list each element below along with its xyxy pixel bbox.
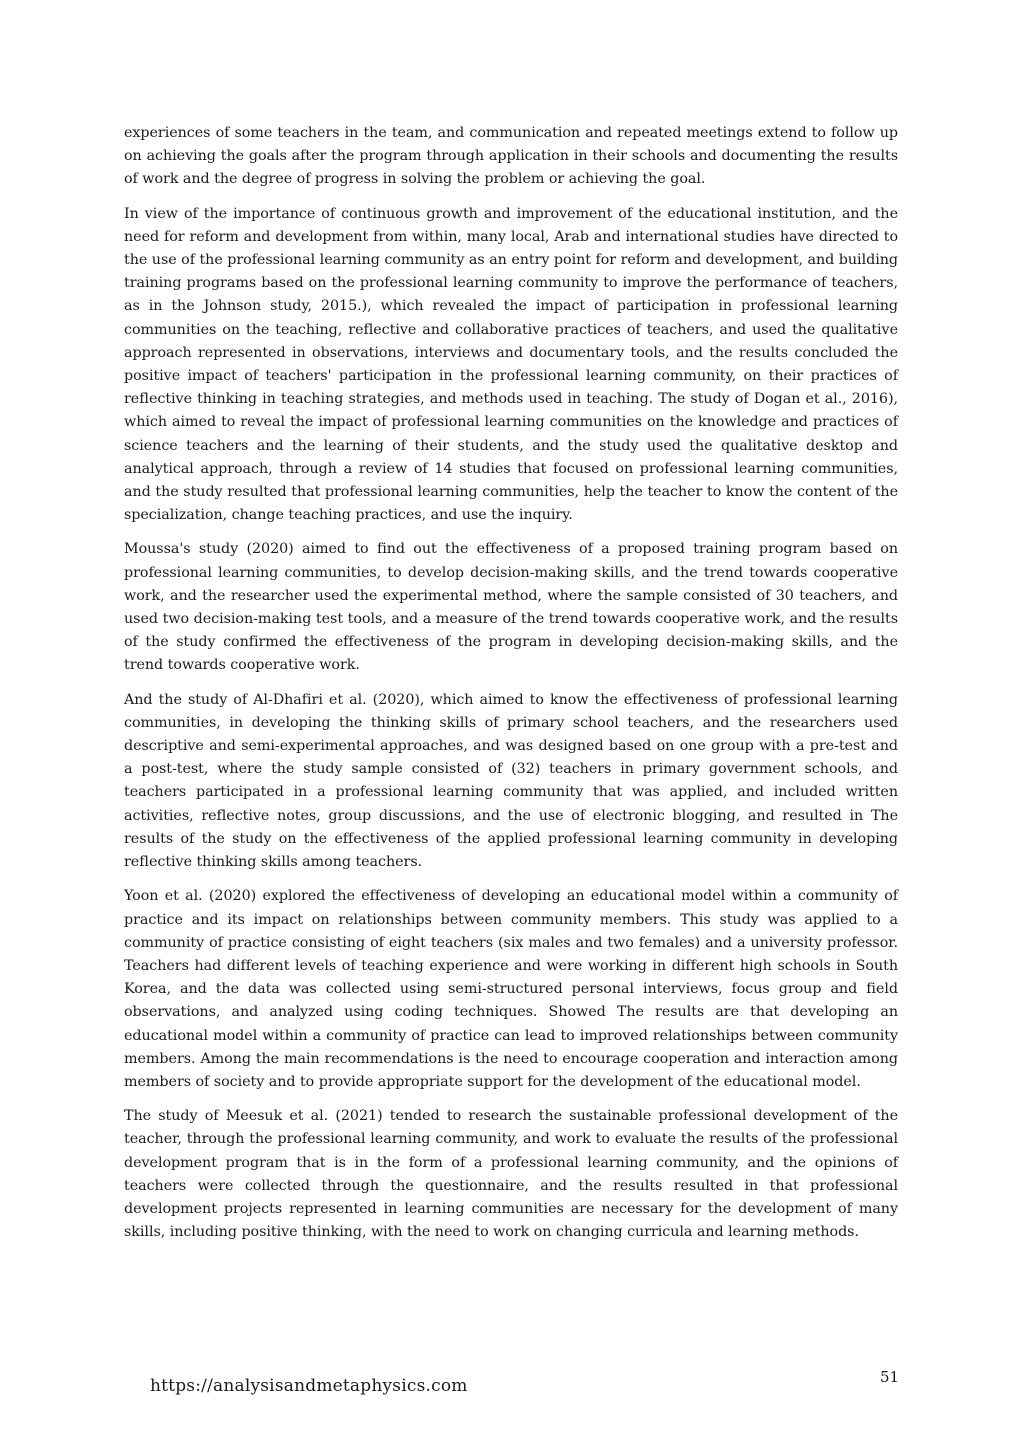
paragraph-continuation: experiences of some teachers in the team, and communication and repeated meetings extend to follow up on achieving the goals after the program through application in their schools and documenting the results of work and the degree of progress in solving the problem or achieving the goal. xyxy=(124,125,898,188)
paragraph-meesuk-study: The study of Meesuk et al. (2021) tended to research the sustainable professional development of the teacher, through the professional learning community, and work to evaluate the results of the professional development program that is in the form of a professional learning community, and the opinions of teachers were collected through the questionnaire, and the results resulted in that professional development projects represented in learning communities are necessary for the development of many skills, including positive thinking, with the need to work on changing curricula and learning methods. xyxy=(124,1108,898,1241)
page-body xyxy=(124,122,898,1255)
page-number: 51 xyxy=(880,1368,900,1386)
footer-url: https://analysisandmetaphysics.com xyxy=(150,1376,468,1396)
paragraph-moussa-study: Moussa's study (2020) aimed to find out the effectiveness of a proposed training program based on professional learning communities, to develop decision-making skills, and the trend towards cooperative work, and the researcher used the experimental method, where the sample consisted of 30 teachers, and used two decision-making test tools, and a measure of the trend towards cooperative work, and the results of the study confirmed the effectiveness of the program in developing decision-making skills, and the trend towards cooperative work. xyxy=(124,541,898,674)
paragraph-yoon-study: Yoon et al. (2020) explored the effectiveness of developing an educational model within a community of practice and its impact on relationships between community members. This study was applied to a community of practice consisting of eight teachers (six males and two females) and a university professor. Teachers had different levels of teaching experience and were working in different high schools in South Korea, and the data was collected using semi-structured personal interviews, focus group and field observations, and analyzed using coding techniques. Showed The results are that developing an educational model within a community of practice can lead to improved relationships between community members. Among the main recommendations is the need to encourage cooperation and interaction among members of society and to provide appropriate support for the development of the educational model. xyxy=(124,888,898,1090)
paragraph-plc-studies: In view of the importance of continuous growth and improvement of the educational institution, and the need for reform and development from within, many local, Arab and international studies have directed to the use of the professional learning community as an entry point for reform and development, and building training programs based on the professional learning community to improve the performance of teachers, as in the Johnson study, 2015.), which revealed the impact of participation in professional learning communities on the teaching, reflective and collaborative practices of teachers, and used the qualitative approach represented in observations, interviews and documentary tools, and the results concluded the positive impact of teachers' participation in the professional learning community, on their practices of reflective thinking in teaching strategies, and methods used in teaching. The study of Dogan et al., 2016), which aimed to reveal the impact of professional learning communities on the knowledge and practices of science teachers and the learning of their students, and the study used the qualitative desktop and analytical approach, through a review of 14 studies that focused on professional learning communities, and the study resulted that professional learning communities, help the teacher to know the content of the specialization, change teaching practices, and use the inquiry. xyxy=(124,205,898,524)
paragraph-al-dhafiri-study: And the study of Al-Dhafiri et al. (2020), which aimed to know the effectiveness of professional learning communities, in developing the thinking skills of primary school teachers, and the researchers used descriptive and semi-experimental approaches, and was designed based on one group with a pre-test and a post-test, where the study sample consisted of (32) teachers in primary government schools, and teachers participated in a professional learning community that was applied, and included written activities, reflective notes, group discussions, and the use of electronic blogging, and resulted in The results of the study on the effectiveness of the applied professional learning community in developing reflective thinking skills among teachers. xyxy=(124,691,898,871)
